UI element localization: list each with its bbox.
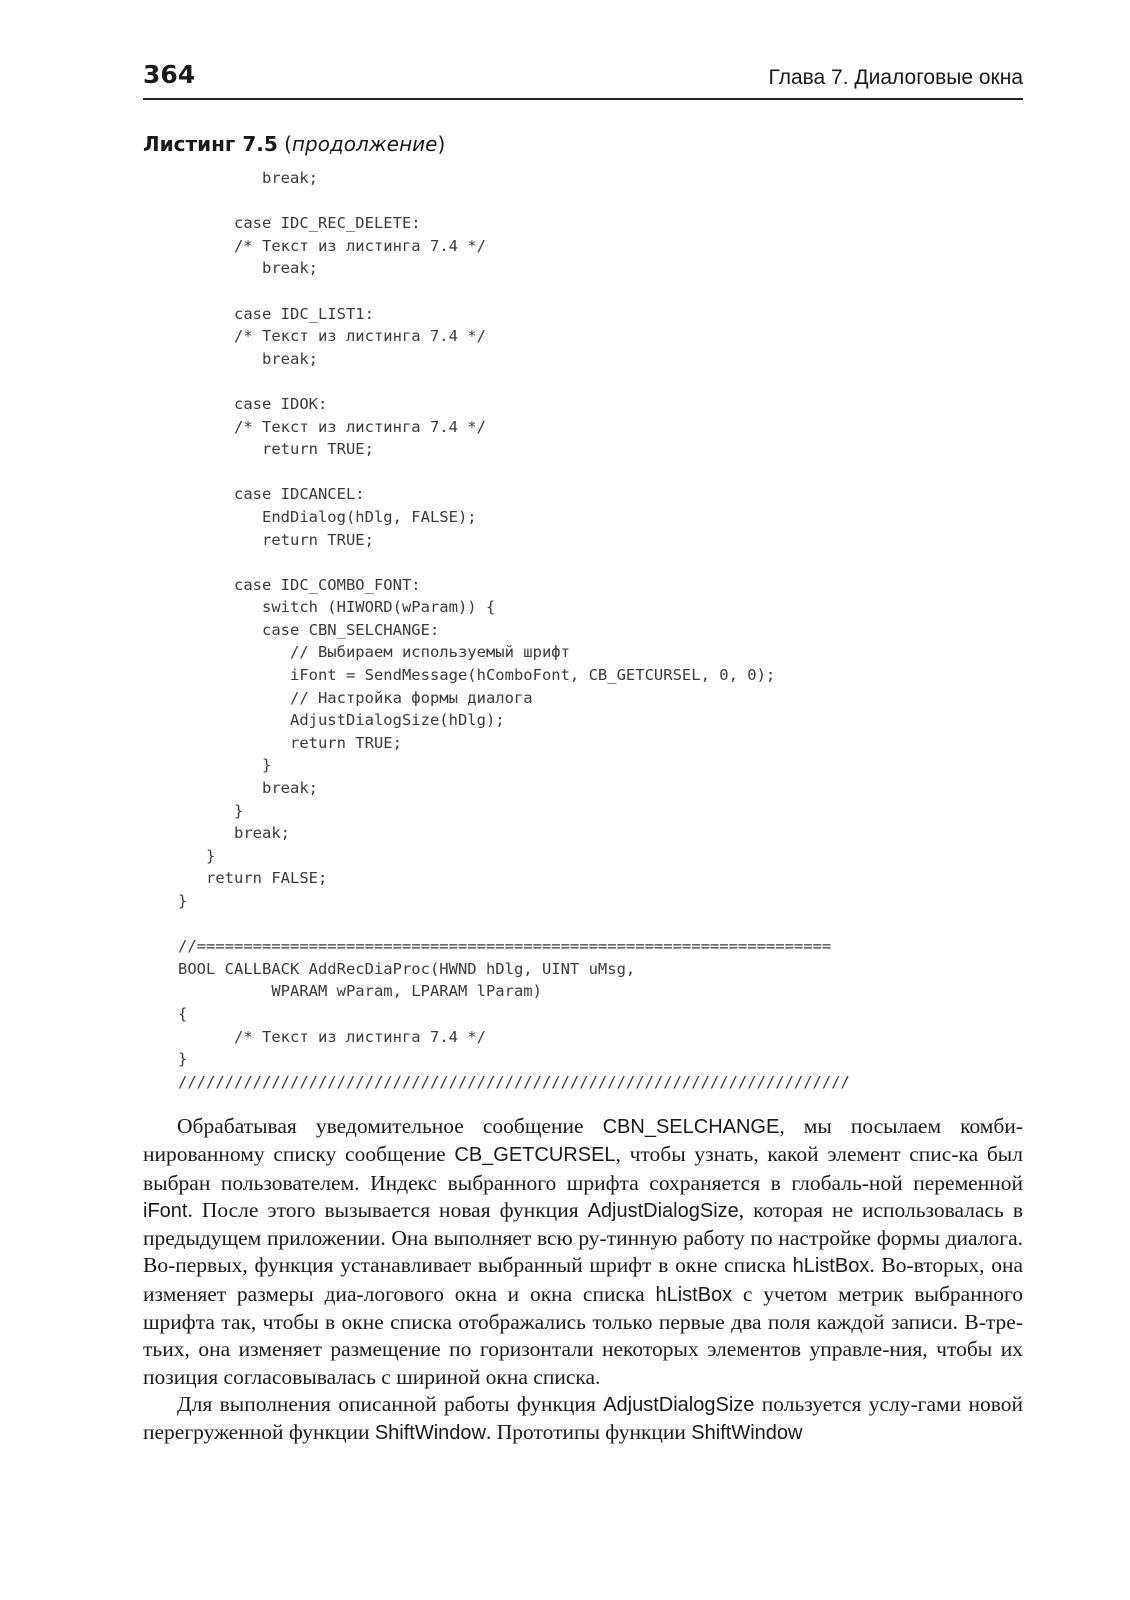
text-run: пользуется услу-гами новой перегруженной функции <box>143 1391 1023 1445</box>
code-listing: break; case IDC_REC_DELETE: /* Текст из листинга 7.4 */ break; case IDC_LIST1: /* Текст из листинга 7.4 */ break; case IDOK: /* Текст из листинга 7.4 */ return TRUE; case IDCANCEL: EndDialog(hDlg, FALSE); return TRUE; case IDC_COMBO_FONT: switch (HIWORD(wParam)) { case CBN_SELCHANGE: // Выбираем используемый шрифт iFont = SendMessage(hComboFont, CB_GETCURSEL, 0, 0); // Настройка формы диалога AdjustDialogSize(hDlg); return TRUE; } break; } break; } return FALSE; } //==================================================================== BOOL CALLBACK AddRecDiaProc(HWND hDlg, UINT uMsg, WPARAM wParam, LPARAM lParam) { /* Текст из листинга 7.4 */ } //////////////////////////////////////////////////////////////////////// <box>178 169 850 1091</box>
page-header <box>143 58 1023 100</box>
page-number: 364 <box>143 60 196 89</box>
code-identifier: ShiftWindow <box>374 1422 486 1445</box>
listing-caption <box>143 132 445 156</box>
listing-caption-paren-close: ) <box>437 132 446 156</box>
code-identifier: AdjustDialogSize <box>603 1393 755 1416</box>
text-run: , мы посылаем комби-нированному списку сообщение <box>143 1114 1024 1167</box>
text-run: . Во-вторых, она изменяет размеры диа-логового окна и окна списка <box>143 1253 1023 1306</box>
listing-caption-continuation: продолжение <box>291 132 438 156</box>
code-identifier: hListBox <box>792 1255 870 1278</box>
text-run: , которая не использовалась в предыдущем приложении. Она выполняет всю ру-тинную работу по настройке формы диалога. Во-первых, функция устанавливает выбранный шрифт в окне списка <box>143 1197 1023 1278</box>
listing-caption-label: Листинг 7.5 <box>143 132 278 156</box>
running-title: Глава 7. Диалоговые окна <box>768 66 1023 89</box>
code-identifier: AdjustDialogSize <box>587 1199 739 1222</box>
text-run: Для выполнения описанной работы функция <box>177 1391 604 1416</box>
text-run: с учетом метрик выбранного шрифта так, чтобы в окне списка отображались только первые два поля каждой записи. В-тре-тьих, она изменяет размещение по горизонтали некоторых элементов управле-ния, чтобы их позиция согласовывалась с шириной окна списка. <box>143 1281 1024 1389</box>
text-run: . После этого вызывается новая функция <box>187 1197 588 1222</box>
code-identifier: CB_GETCURSEL <box>454 1144 616 1167</box>
listing-caption-paren-open: ( <box>277 132 292 156</box>
text-run: , чтобы узнать, какой элемент спис-ка был выбран пользователем. Индекс выбранного шрифта сохраняется в глобаль-ной переменной <box>143 1142 1023 1195</box>
code-identifier: iFont <box>143 1199 188 1222</box>
code-identifier: hListBox <box>655 1283 733 1306</box>
body-text <box>143 1113 1023 1448</box>
text-run: . Прототипы функции <box>486 1420 692 1445</box>
code-identifier: ShiftWindow <box>691 1422 803 1445</box>
text-run: Обрабатывая уведомительное сообщение <box>177 1114 603 1138</box>
paragraph-shiftwindow <box>143 1391 1023 1448</box>
code-identifier: CBN_SELCHANGE <box>602 1116 780 1138</box>
paragraph-notification <box>143 1113 1023 1391</box>
